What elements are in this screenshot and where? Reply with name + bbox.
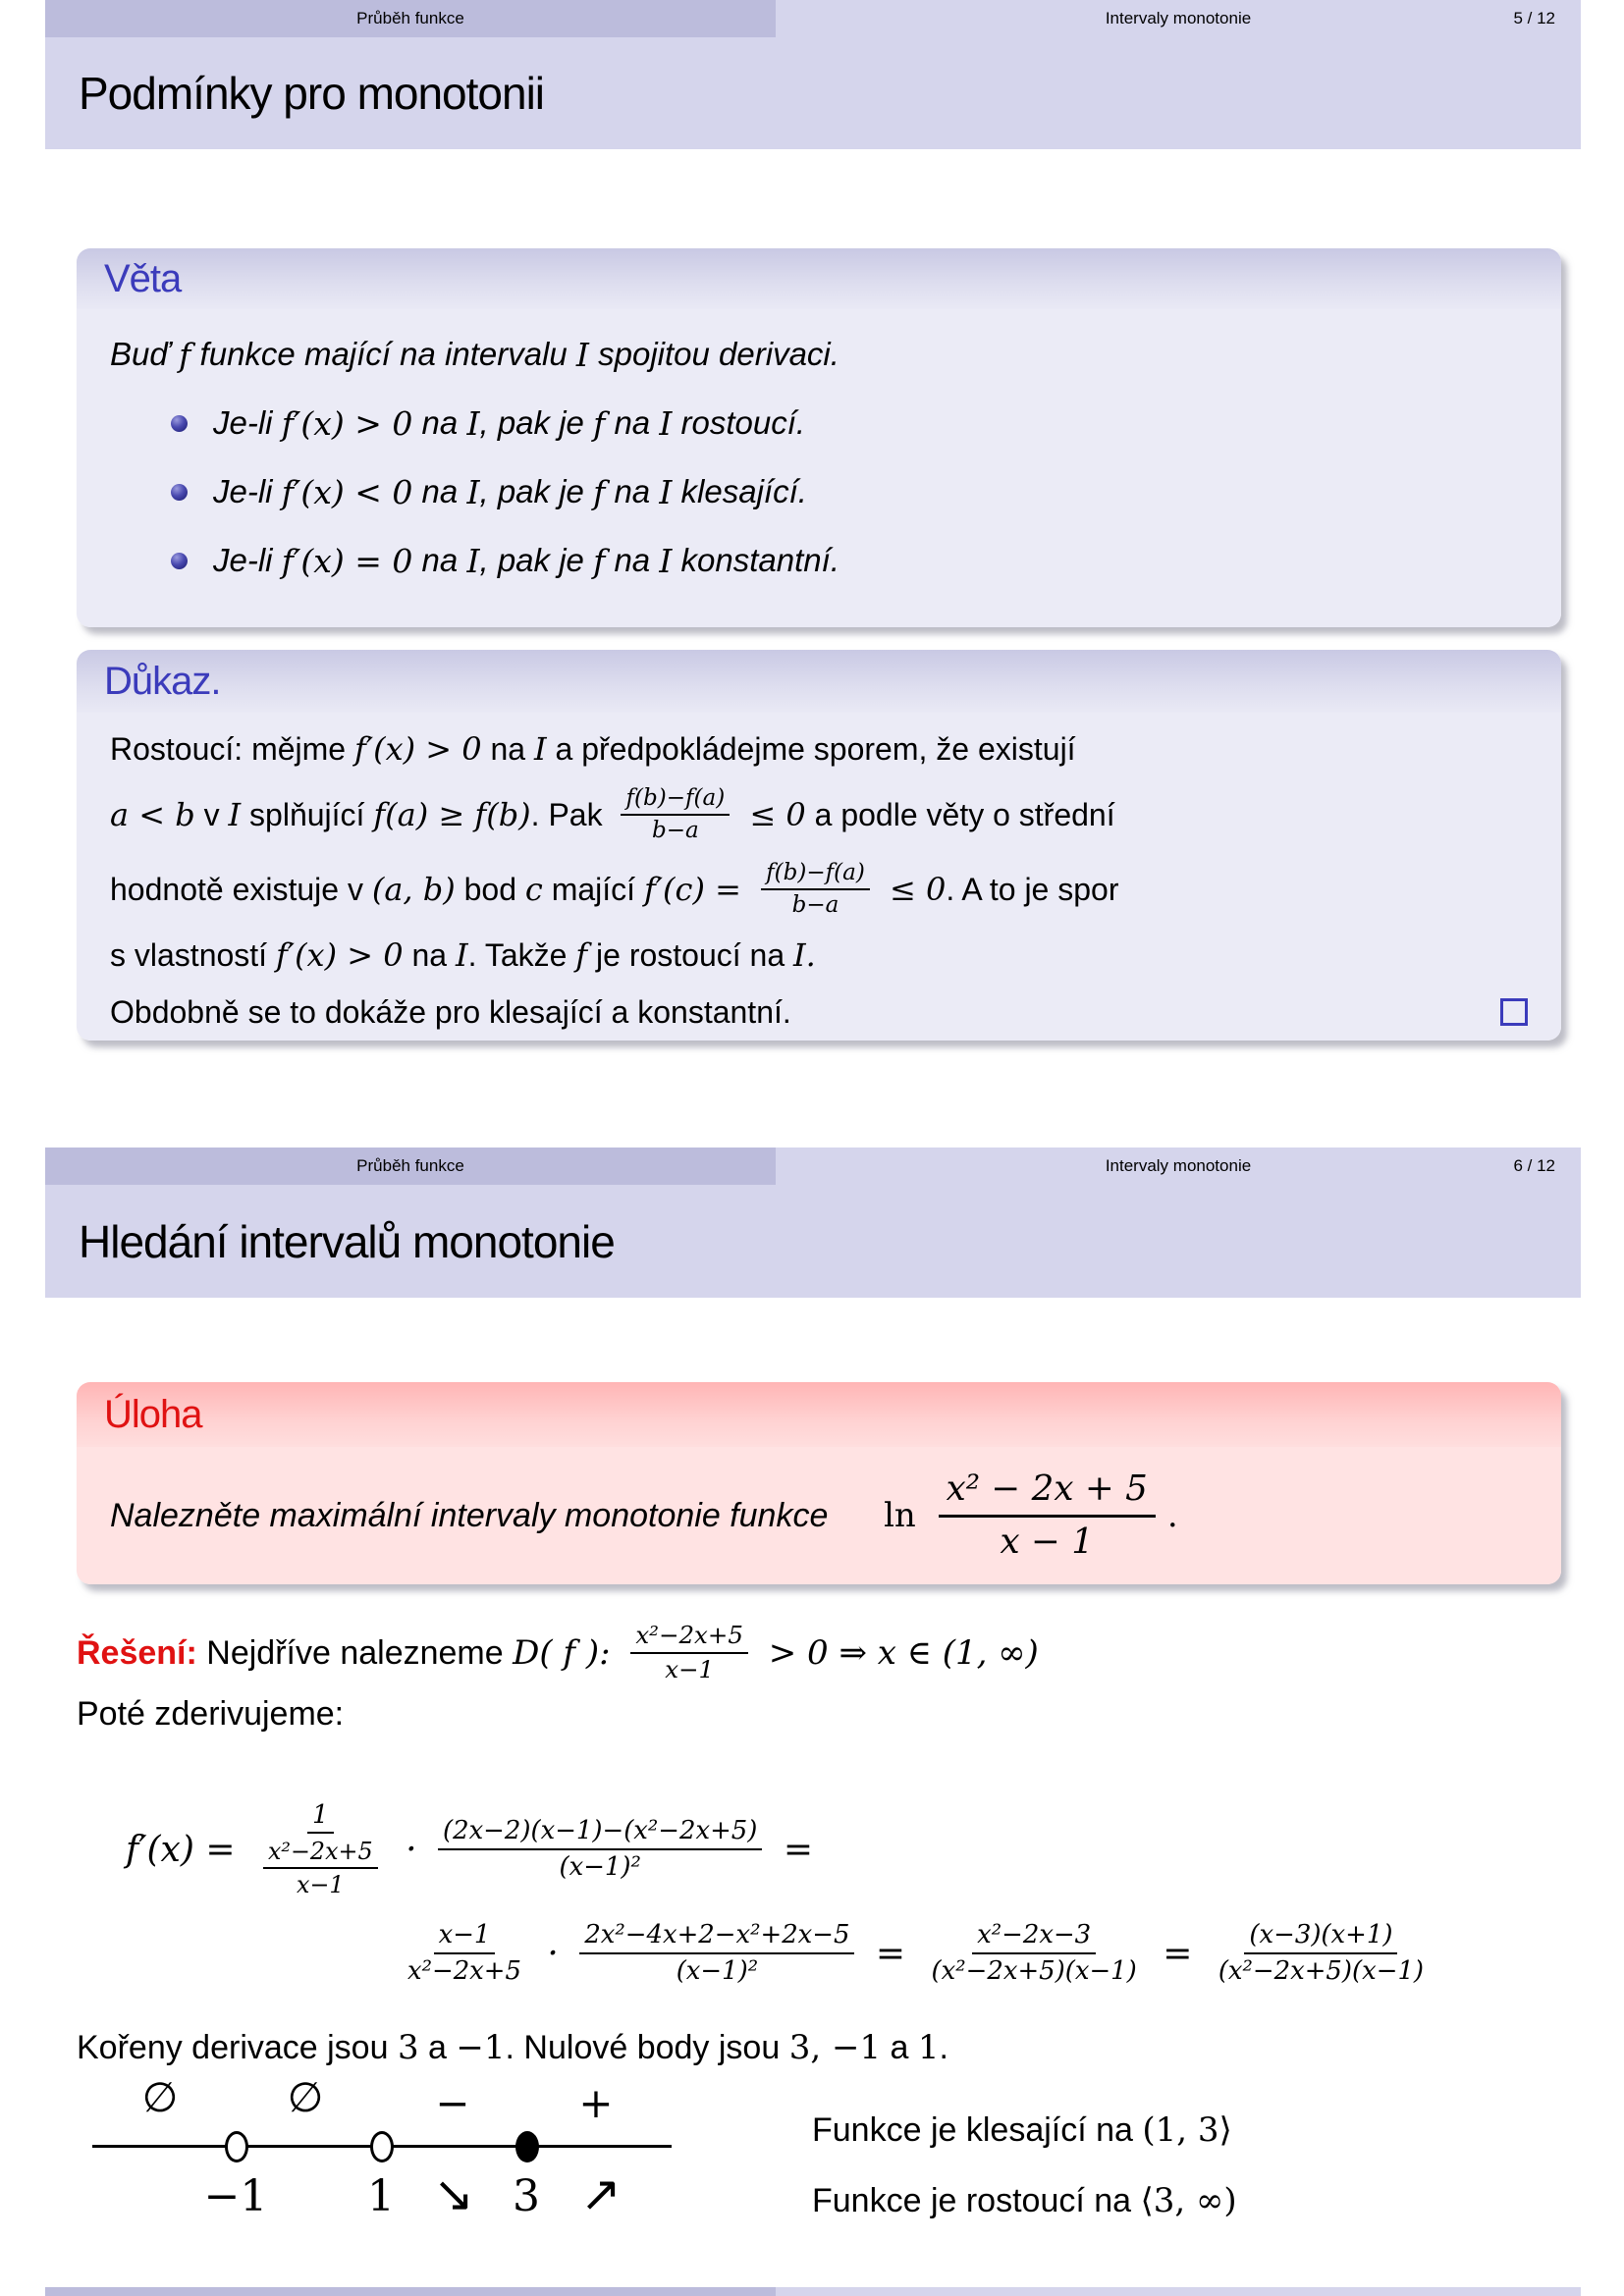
conclusion-increasing: Funkce je rostoucí na ⟨3, ∞)	[812, 2181, 1237, 2220]
bullet-icon	[171, 484, 188, 501]
sign-minus-label: −	[435, 2079, 470, 2127]
proof-block-header	[77, 650, 1561, 713]
theorem-item-text: Je-li f′(x) < 0 na I , pak je f na I klesající.	[213, 472, 807, 511]
sign-plus-label: +	[578, 2079, 614, 2127]
open-point-icon	[370, 2131, 394, 2163]
header-section-bar	[45, 1148, 776, 1185]
bullet-icon	[171, 415, 188, 432]
page-number: 5 / 12	[1513, 9, 1555, 27]
next-slide-header-sliver-left	[45, 2287, 776, 2296]
task-label: Úloha	[104, 1392, 202, 1436]
frame-title-band	[45, 37, 1581, 149]
derivative-equation-line-1: f′(x) = $\frac{1}{\frac{\text{x²−2x+5}}{x-1}}$ · $\frac{\text{(2x−2)(x−1)−(x²−2x+5)}}{\text{(x−1)²}}$ =	[126, 1799, 814, 1899]
axis-label-minus-one: −1	[203, 2171, 268, 2221]
proof-line	[110, 984, 1528, 1041]
task-block-header	[77, 1382, 1561, 1447]
theorem-item	[110, 470, 1528, 513]
derivative-equation-line-2: $\frac{x-1}{\text{x²−2x+5}}$ · $\frac{\text{2x²−4x+2−x²+2x−5}}{\text{(x−1)²}}$ = $\frac{\text{x²−2x−3}}{\text{(x²−2x+5)(x−1)}}$ = $\frac{(x-3)(x+1)}{\text{(x²−2x+5)(x−1)}}$	[407, 1920, 1425, 1986]
header-section-label: Průběh funkce	[356, 1156, 464, 1175]
roots-line: Kořeny derivace jsou 3 a −1 . Nulové body jsou 3, −1 a 1 .	[77, 2028, 948, 2067]
bullet-icon	[171, 553, 188, 569]
increasing-arrow-icon: ↗	[580, 2165, 622, 2222]
solution-line: Řešení: Nejdříve nalezneme D( f ): $\frac{\text{x²−2x+5}}{x-1}$ > 0 ⇒ x ∈ (1, ∞)	[77, 1621, 1039, 1683]
filled-point-icon	[515, 2131, 539, 2163]
theorem-item-text: Je-li f′(x) = 0 na I , pak je f na I konstantní.	[213, 541, 839, 580]
axis-label-three: 3	[513, 2171, 540, 2221]
proof-line: s vlastností f′(x) > 0 na I . Takže f je rostoucí na I.	[110, 936, 816, 974]
conclusion-decreasing: Funkce je klesající na (1, 3⟩	[812, 2110, 1232, 2150]
theorem-label: Věta	[104, 256, 182, 300]
theorem-intro: Buď f funkce mající na intervalu I spojitou derivaci.	[110, 335, 839, 374]
header-section-bar	[45, 0, 776, 37]
proof-label: Důkaz.	[104, 659, 221, 703]
proof-line: hodnotě existuje v (a, b) bod c mající f′(c) = $\frac{f(b)-f(a)}{b-a}$ ≤ 0 . A to je spor	[110, 859, 1119, 918]
theorem-item-text: Je-li f′(x) > 0 na I , pak je f na I rostoucí.	[213, 403, 806, 443]
decreasing-arrow-icon: ↘	[433, 2165, 474, 2222]
task-statement: Nalezněte maximální intervaly monotonie funkce ln $\frac{\text{x² − 2x + 5}}{x - 1}$ .	[110, 1468, 1178, 1562]
proof-line: a < b v I splňující f(a) ≥ f(b) . Pak $\frac{f(b)-f(a)}{b-a}$ ≤ 0 a podle věty o střední	[110, 784, 1115, 843]
qed-square-icon	[1500, 998, 1528, 1026]
page-number: 6 / 12	[1513, 1156, 1555, 1175]
header-subsection-bar	[776, 0, 1581, 37]
proof-block-body	[77, 713, 1561, 1041]
empty-set-symbol: ∅	[287, 2073, 324, 2121]
axis-label-one: 1	[367, 2171, 395, 2221]
theorem-block	[77, 248, 1561, 627]
theorem-item	[110, 401, 1528, 445]
theorem-item	[110, 539, 1528, 582]
frame-title-band	[45, 1185, 1581, 1298]
header-section-label: Průběh funkce	[356, 9, 464, 27]
theorem-block-body	[77, 309, 1561, 627]
open-point-icon	[225, 2131, 248, 2163]
header-subsection-label: Intervaly monotonie	[1105, 9, 1252, 27]
task-block	[77, 1382, 1561, 1584]
task-block-body	[77, 1447, 1561, 1584]
theorem-block-header	[77, 248, 1561, 309]
then-derive-line: Poté zderivujeme:	[77, 1694, 345, 1733]
empty-set-symbol: ∅	[141, 2073, 179, 2121]
next-slide-header-sliver-right	[776, 2287, 1581, 2296]
header-subsection-bar	[776, 1148, 1581, 1185]
frame-title: Hledání intervalů monotonie	[79, 1215, 615, 1267]
proof-block	[77, 650, 1561, 1041]
proof-line-text: Obdobně se to dokáže pro klesající a konstantní.	[110, 993, 791, 1030]
frame-title: Podmínky pro monotonii	[79, 68, 545, 119]
proof-line: Rostoucí: mějme f′(x) > 0 na I a předpokládejme sporem, že existují	[110, 730, 1076, 768]
header-subsection-label: Intervaly monotonie	[1105, 1156, 1252, 1175]
